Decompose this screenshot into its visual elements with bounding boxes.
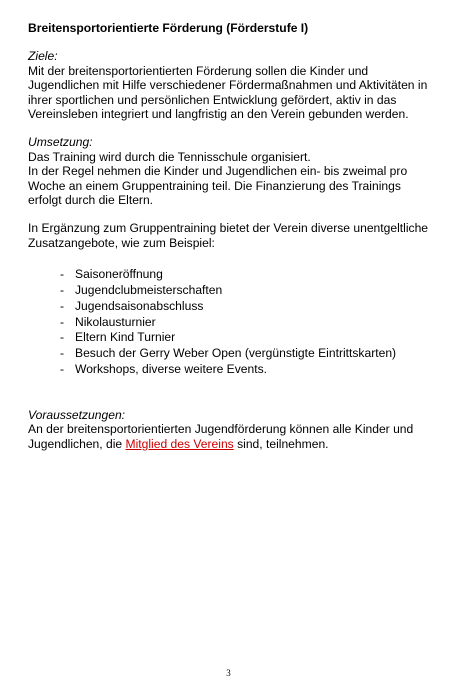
list-item: - Jugendclubmeisterschaften [60,283,223,298]
bullet-dash: - [60,362,65,377]
list-item: - Workshops, diverse weitere Events. [60,362,268,377]
list-item: - Nikolausturnier [60,314,156,329]
voraussetzungen-heading: Voraussetzungen: [28,407,126,422]
bullet-dash: - [60,330,65,345]
ziele-paragraph: Mit der breitensportorientierten Förderung sollen die Kinder und Jugendlichen mit Hilfe verschiedener Fördermaßnahmen und Aktivitäten in ihrer sportlichen und persönlichen Entwicklung gefördert, aktiv in das Vereinsleben integriert und langfristig an den Verein gebunden werden. [28,63,428,122]
bullet-dash: - [60,283,65,298]
umsetzung-line2: In der Regel nehmen die Kinder und Jugendlichen ein- bis zweimal pro Woche an einem Gruppentraining teil. Die Finanzierung des Trainings erfolgt durch die Eltern. [28,164,408,208]
list-item: - Saisoneröffnung [60,267,163,282]
list-item: - Eltern Kind Turnier [60,330,176,345]
list-item: - Besuch der Gerry Weber Open (vergünstigte Eintrittskarten) [60,346,397,361]
document-page [28,21,428,451]
page-title: Breitensportorientierte Förderung (Förderstufe I) [28,21,309,35]
mitglied-link[interactable]: Mitglied des Vereins [125,436,234,451]
umsetzung-line1: Das Training wird durch die Tennisschule organisiert. [28,149,311,164]
ziele-heading: Ziele: [28,49,58,64]
page-number: 3 [226,668,231,678]
list-item: - Jugendsaisonabschluss [60,298,204,313]
umsetzung-heading: Umsetzung: [28,135,93,150]
bullet-dash: - [60,346,65,361]
zusatzangebote-list [28,267,428,378]
zusatzangebote-intro: In Ergänzung zum Gruppentraining bietet der Verein diverse unentgeltliche Zusatzangebote, wie zum Beispiel: [28,221,429,250]
voraussetzungen-paragraph: An der breitensportorientierten Jugendförderung können alle Kinder und Jugendlichen, die Mitglied des Vereins sind, teilnehmen. [28,422,414,451]
bullet-dash: - [60,298,65,313]
bullet-dash: - [60,314,65,329]
bullet-dash: - [60,267,65,282]
